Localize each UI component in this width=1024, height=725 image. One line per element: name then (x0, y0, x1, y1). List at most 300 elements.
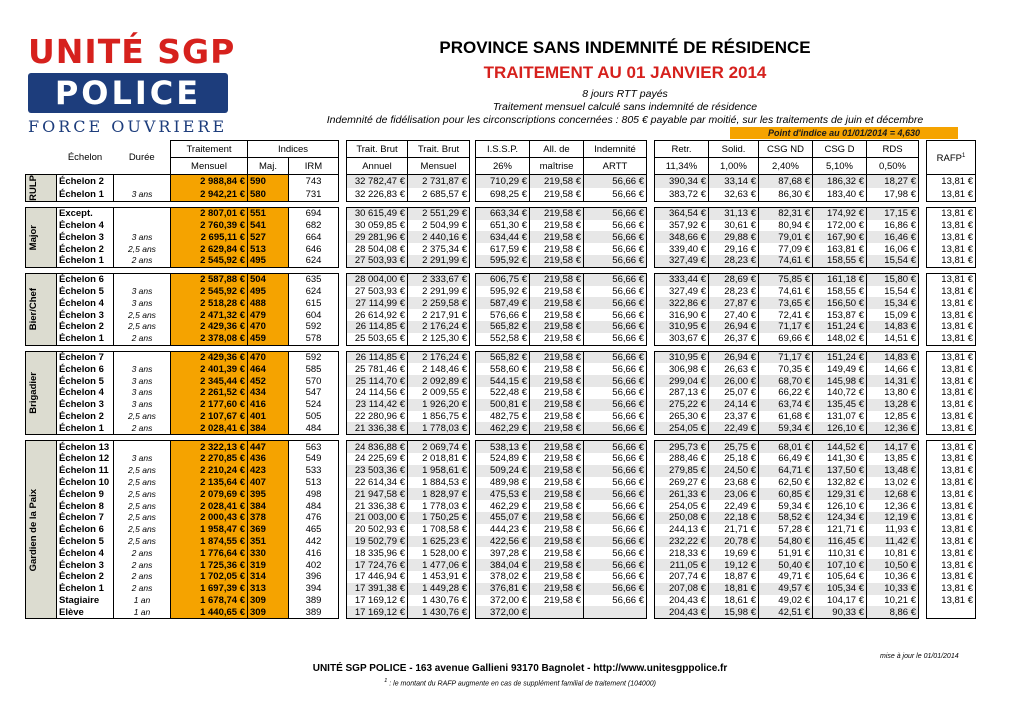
cell-rds: 10,36 € (867, 571, 919, 583)
col-solid: Solid. (709, 141, 759, 158)
cell-traitement: 2 942,21 € (171, 188, 248, 201)
cell-irm: 513 (289, 477, 339, 489)
cell-csg-nd: 74,61 € (759, 255, 813, 267)
cell-csg-nd: 77,09 € (759, 243, 813, 255)
cell-annuel: 22 280,96 € (347, 411, 408, 423)
cell-annuel: 23 503,36 € (347, 465, 408, 477)
cell-csg-d: 110,31 € (813, 547, 867, 559)
table-row (26, 477, 976, 489)
cell-csg-d: 151,24 € (813, 321, 867, 333)
cell-retr: 279,85 € (655, 465, 709, 477)
cell-rds: 12,36 € (867, 422, 919, 434)
cell-traitement: 2 135,64 € (171, 477, 248, 489)
cell-retr: 310,95 € (655, 351, 709, 363)
cell-csg-d: 148,02 € (813, 333, 867, 345)
cell-mensuel: 2 440,16 € (408, 231, 470, 243)
group-label-cell (26, 441, 57, 619)
cell-majore: 407 (248, 477, 289, 489)
cell-issp: 384,04 € (476, 559, 530, 571)
cell-traitement: 2 545,92 € (171, 286, 248, 298)
cell-traitement: 2 322,13 € (171, 441, 248, 453)
cell-mensuel: 1 430,76 € (408, 595, 470, 607)
cell-csg-nd: 69,66 € (759, 333, 813, 345)
cell-artt: 56,66 € (584, 524, 647, 536)
cell-solid: 23,06 € (709, 488, 759, 500)
cell-issp: 710,29 € (476, 175, 530, 188)
cell-retr: 288,46 € (655, 453, 709, 465)
cell-artt: 56,66 € (584, 411, 647, 423)
cell-issp: 544,15 € (476, 375, 530, 387)
cell-all-maitrise: 219,58 € (530, 321, 584, 333)
cell-duree: 1 an (114, 595, 171, 607)
cell-all-maitrise: 219,58 € (530, 583, 584, 595)
cell-csg-d: 105,64 € (813, 571, 867, 583)
cell-solid: 28,23 € (709, 255, 759, 267)
cell-artt: 56,66 € (584, 422, 647, 434)
cell-majore: 470 (248, 351, 289, 363)
cell-rds: 14,51 € (867, 333, 919, 345)
cell-rafp: 13,81 € (927, 465, 976, 477)
cell-mensuel: 2 176,24 € (408, 321, 470, 333)
cell-echelon: Échelon 3 (57, 231, 114, 243)
cell-rafp: 13,81 € (927, 297, 976, 309)
traitement-note: Traitement mensuel calculé sans indemnité de résidence (492, 101, 758, 113)
cell-traitement: 2 210,24 € (171, 465, 248, 477)
cell-all-maitrise: 219,58 € (530, 547, 584, 559)
cell-solid: 27,87 € (709, 297, 759, 309)
cell-rafp: 13,81 € (927, 363, 976, 375)
cell-csg-nd: 59,34 € (759, 422, 813, 434)
cell-retr: 364,54 € (655, 207, 709, 219)
logo-unite-sgp: UNITÉ SGP (28, 32, 236, 71)
cell-duree: 2,5 ans (114, 309, 171, 321)
cell-csg-d: 174,92 € (813, 207, 867, 219)
col-issp: I.S.S.P. (476, 141, 530, 158)
cell-annuel: 28 004,00 € (347, 273, 408, 285)
cell-rds: 10,81 € (867, 547, 919, 559)
cell-rds: 11,93 € (867, 524, 919, 536)
table-row (26, 399, 976, 411)
col-irm: IRM (289, 158, 339, 175)
cell-retr: 390,34 € (655, 175, 709, 188)
cell-majore: 309 (248, 606, 289, 618)
cell-echelon: Échelon 10 (57, 477, 114, 489)
cell-rds: 13,48 € (867, 465, 919, 477)
update-date: mise à jour le 01/01/2014 (880, 653, 959, 660)
cell-majore: 434 (248, 387, 289, 399)
cell-retr: 244,13 € (655, 524, 709, 536)
table-row (26, 321, 976, 333)
cell-annuel: 25 114,70 € (347, 375, 408, 387)
cell-all-maitrise: 219,58 € (530, 220, 584, 232)
cell-solid: 22,49 € (709, 422, 759, 434)
cell-issp: 698,25 € (476, 188, 530, 201)
cell-rafp: 13,81 € (927, 220, 976, 232)
cell-csg-nd: 70,35 € (759, 363, 813, 375)
cell-echelon: Échelon 1 (57, 188, 114, 201)
cell-csg-nd: 57,28 € (759, 524, 813, 536)
cell-echelon: Échelon 4 (57, 547, 114, 559)
cell-artt: 56,66 € (584, 273, 647, 285)
cell-duree: 2 ans (114, 255, 171, 267)
cell-echelon: Échelon 5 (57, 286, 114, 298)
cell-echelon: Échelon 4 (57, 220, 114, 232)
cell-annuel: 30 615,49 € (347, 207, 408, 219)
col-maitrise: maîtrise (530, 158, 584, 175)
group-label: Brigadier (28, 372, 39, 414)
cell-artt (584, 606, 647, 618)
cell-artt: 56,66 € (584, 387, 647, 399)
cell-retr: 254,05 € (655, 422, 709, 434)
cell-solid: 25,18 € (709, 453, 759, 465)
cell-rds: 15,34 € (867, 297, 919, 309)
cell-duree: 2,5 ans (114, 321, 171, 333)
cell-majore: 309 (248, 595, 289, 607)
cell-rafp: 13,81 € (927, 453, 976, 465)
cell-csg-d: 105,34 € (813, 583, 867, 595)
cell-irm: 505 (289, 411, 339, 423)
cell-solid: 26,94 € (709, 321, 759, 333)
fidelisation-note: Indemnité de fidélisation pour les circonscriptions concernées : 805 € payable par moitié, sur les traitements de juin et décembre (326, 114, 924, 126)
cell-all-maitrise: 219,58 € (530, 477, 584, 489)
cell-all-maitrise: 219,58 € (530, 524, 584, 536)
cell-all-maitrise: 219,58 € (530, 255, 584, 267)
cell-mensuel: 1 528,00 € (408, 547, 470, 559)
cell-csg-nd: 68,70 € (759, 375, 813, 387)
cell-irm: 389 (289, 606, 339, 618)
cell-rds: 13,28 € (867, 399, 919, 411)
cell-mensuel: 1 477,06 € (408, 559, 470, 571)
cell-duree: 2,5 ans (114, 411, 171, 423)
cell-traitement: 2 261,52 € (171, 387, 248, 399)
cell-echelon: Échelon 4 (57, 387, 114, 399)
cell-mensuel: 2 009,55 € (408, 387, 470, 399)
cell-echelon: Échelon 6 (57, 524, 114, 536)
cell-annuel: 25 781,46 € (347, 363, 408, 375)
cell-duree: 2,5 ans (114, 465, 171, 477)
cell-irm: 743 (289, 175, 339, 188)
cell-rafp: 13,81 € (927, 175, 976, 188)
cell-csg-d: 158,55 € (813, 255, 867, 267)
group-label-cell (26, 273, 57, 345)
cell-majore: 452 (248, 375, 289, 387)
cell-rds: 15,54 € (867, 255, 919, 267)
cell-irm: 416 (289, 547, 339, 559)
cell-duree: 3 ans (114, 188, 171, 201)
cell-csg-d: 116,45 € (813, 536, 867, 548)
table-row (26, 453, 976, 465)
cell-artt: 56,66 € (584, 512, 647, 524)
cell-irm: 533 (289, 465, 339, 477)
cell-annuel: 27 503,93 € (347, 286, 408, 298)
cell-irm: 646 (289, 243, 339, 255)
cell-echelon: Échelon 7 (57, 351, 114, 363)
cell-duree: 3 ans (114, 375, 171, 387)
cell-traitement: 1 958,47 € (171, 524, 248, 536)
cell-annuel: 27 503,93 € (347, 255, 408, 267)
cell-rds: 12,68 € (867, 488, 919, 500)
cell-issp: 595,92 € (476, 255, 530, 267)
cell-csg-nd: 51,91 € (759, 547, 813, 559)
cell-issp: 587,49 € (476, 297, 530, 309)
cell-retr: 306,98 € (655, 363, 709, 375)
cell-majore: 330 (248, 547, 289, 559)
cell-annuel: 27 114,99 € (347, 297, 408, 309)
cell-all-maitrise (530, 606, 584, 618)
cell-csg-d: 158,55 € (813, 286, 867, 298)
cell-artt: 56,66 € (584, 255, 647, 267)
cell-solid: 30,61 € (709, 220, 759, 232)
cell-solid: 24,14 € (709, 399, 759, 411)
cell-retr: 207,74 € (655, 571, 709, 583)
table-row (26, 595, 976, 607)
table-row (26, 524, 976, 536)
cell-majore: 488 (248, 297, 289, 309)
cell-traitement: 2 429,36 € (171, 351, 248, 363)
cell-duree: 2,5 ans (114, 243, 171, 255)
table-row (26, 231, 976, 243)
cell-rafp: 13,81 € (927, 500, 976, 512)
cell-majore: 416 (248, 399, 289, 411)
cell-issp: 576,66 € (476, 309, 530, 321)
table-row (26, 207, 976, 219)
table-row (26, 309, 976, 321)
cell-duree: 2,5 ans (114, 500, 171, 512)
cell-mensuel: 2 069,74 € (408, 441, 470, 453)
col-csg-nd-pct: 2,40% (759, 158, 813, 175)
cell-irm: 484 (289, 422, 339, 434)
cell-irm: 442 (289, 536, 339, 548)
table-row (26, 220, 976, 232)
cell-irm: 731 (289, 188, 339, 201)
cell-rafp: 13,81 € (927, 477, 976, 489)
cell-csg-nd: 79,01 € (759, 231, 813, 243)
cell-issp: 565,82 € (476, 351, 530, 363)
cell-traitement: 2 177,60 € (171, 399, 248, 411)
cell-csg-nd: 74,61 € (759, 286, 813, 298)
cell-mensuel: 1 778,03 € (408, 500, 470, 512)
cell-all-maitrise: 219,58 € (530, 243, 584, 255)
cell-issp: 376,81 € (476, 583, 530, 595)
col-trait-brut-annuel: Trait. Brut (347, 141, 408, 158)
table-row (26, 243, 976, 255)
cell-csg-d: 186,32 € (813, 175, 867, 188)
cell-retr: 322,86 € (655, 297, 709, 309)
cell-rds: 12,36 € (867, 500, 919, 512)
cell-solid: 26,63 € (709, 363, 759, 375)
cell-duree: 3 ans (114, 297, 171, 309)
cell-solid: 31,13 € (709, 207, 759, 219)
cell-rds: 8,86 € (867, 606, 919, 618)
cell-echelon: Échelon 3 (57, 399, 114, 411)
col-duree: Durée (128, 151, 155, 163)
cell-traitement: 1 874,55 € (171, 536, 248, 548)
cell-annuel: 26 114,85 € (347, 351, 408, 363)
cell-irm: 635 (289, 273, 339, 285)
cell-retr: 327,49 € (655, 255, 709, 267)
cell-solid: 21,71 € (709, 524, 759, 536)
cell-artt: 56,66 € (584, 207, 647, 219)
cell-csg-nd: 68,01 € (759, 441, 813, 453)
cell-issp: 500,81 € (476, 399, 530, 411)
footer-note: $^1$ : le montant du RAFP augmente en cas de supplément familial de traitement (104000) (384, 678, 656, 688)
cell-all-maitrise: 219,58 € (530, 273, 584, 285)
cell-annuel: 18 335,96 € (347, 547, 408, 559)
cell-artt: 56,66 € (584, 321, 647, 333)
cell-echelon: Échelon 1 (57, 333, 114, 345)
cell-rafp: 13,81 € (927, 595, 976, 607)
cell-csg-nd: 42,51 € (759, 606, 813, 618)
table-row (26, 465, 976, 477)
cell-traitement: 2 378,08 € (171, 333, 248, 345)
cell-irm: 694 (289, 207, 339, 219)
cell-irm: 570 (289, 375, 339, 387)
table-row (26, 571, 976, 583)
cell-solid: 32,63 € (709, 188, 759, 201)
cell-issp: 595,92 € (476, 286, 530, 298)
cell-irm: 585 (289, 363, 339, 375)
cell-issp: 524,89 € (476, 453, 530, 465)
cell-csg-nd: 54,80 € (759, 536, 813, 548)
cell-irm: 563 (289, 441, 339, 453)
table-row (26, 273, 976, 285)
cell-retr: 218,33 € (655, 547, 709, 559)
cell-rafp: 13,81 € (927, 399, 976, 411)
cell-mensuel: 2 685,57 € (408, 188, 470, 201)
cell-retr: 261,33 € (655, 488, 709, 500)
cell-csg-nd: 82,31 € (759, 207, 813, 219)
cell-all-maitrise: 219,58 € (530, 297, 584, 309)
cell-mensuel: 1 430,76 € (408, 606, 470, 618)
cell-duree: 3 ans (114, 453, 171, 465)
cell-csg-nd: 50,40 € (759, 559, 813, 571)
cell-all-maitrise: 219,58 € (530, 422, 584, 434)
page-subtitle: TRAITEMENT AU 01 JANVIER 2014 (483, 63, 767, 82)
cell-rafp: 13,81 € (927, 231, 976, 243)
unite-sgp-police-logo (28, 32, 250, 136)
cell-echelon: Échelon 9 (57, 488, 114, 500)
cell-traitement: 2 429,36 € (171, 321, 248, 333)
cell-csg-d: 137,50 € (813, 465, 867, 477)
cell-all-maitrise: 219,58 € (530, 207, 584, 219)
cell-duree: 2 ans (114, 583, 171, 595)
cell-rds: 10,50 € (867, 559, 919, 571)
cell-majore: 513 (248, 243, 289, 255)
cell-duree (114, 441, 171, 453)
cell-csg-d: 126,10 € (813, 500, 867, 512)
cell-duree: 2,5 ans (114, 536, 171, 548)
col-mensuel2: Mensuel (408, 158, 470, 175)
cell-retr: 357,92 € (655, 220, 709, 232)
cell-solid: 15,98 € (709, 606, 759, 618)
cell-echelon: Échelon 8 (57, 500, 114, 512)
cell-issp: 558,60 € (476, 363, 530, 375)
cell-irm: 498 (289, 488, 339, 500)
cell-mensuel: 2 092,89 € (408, 375, 470, 387)
cell-mensuel: 1 453,91 € (408, 571, 470, 583)
cell-irm: 549 (289, 453, 339, 465)
cell-artt: 56,66 € (584, 571, 647, 583)
cell-csg-d: 167,90 € (813, 231, 867, 243)
cell-artt: 56,66 € (584, 477, 647, 489)
cell-issp: 538,13 € (476, 441, 530, 453)
cell-annuel: 21 947,58 € (347, 488, 408, 500)
cell-artt: 56,66 € (584, 243, 647, 255)
cell-rafp: 13,81 € (927, 333, 976, 345)
cell-artt: 56,66 € (584, 559, 647, 571)
col-indemnite: Indemnité (584, 141, 647, 158)
cell-retr: 269,27 € (655, 477, 709, 489)
cell-csg-d: 151,24 € (813, 351, 867, 363)
cell-csg-nd: 59,34 € (759, 500, 813, 512)
cell-rafp: 13,81 € (927, 273, 976, 285)
table-row (26, 375, 976, 387)
cell-rafp: 13,81 € (927, 571, 976, 583)
cell-rds: 10,21 € (867, 595, 919, 607)
cell-duree: 2 ans (114, 333, 171, 345)
cell-irm: 465 (289, 524, 339, 536)
cell-traitement: 1 440,65 € (171, 606, 248, 618)
cell-echelon: Échelon 1 (57, 422, 114, 434)
cell-traitement: 2 760,39 € (171, 220, 248, 232)
cell-retr: 295,73 € (655, 441, 709, 453)
cell-rds: 14,66 € (867, 363, 919, 375)
cell-rafp: 13,81 € (927, 512, 976, 524)
cell-retr: 327,49 € (655, 286, 709, 298)
cell-majore: 551 (248, 207, 289, 219)
cell-rafp: 13,81 € (927, 207, 976, 219)
cell-irm: 547 (289, 387, 339, 399)
cell-majore: 319 (248, 559, 289, 571)
cell-issp: 634,44 € (476, 231, 530, 243)
col-indices: Indices (248, 141, 339, 158)
col-artt: ARTT (584, 158, 647, 175)
group-label-cell (26, 207, 57, 267)
cell-mensuel: 1 958,61 € (408, 465, 470, 477)
col-solid-pct: 1,00% (709, 158, 759, 175)
cell-artt: 56,66 € (584, 536, 647, 548)
cell-csg-d: 149,49 € (813, 363, 867, 375)
cell-duree: 3 ans (114, 399, 171, 411)
cell-issp: 482,75 € (476, 411, 530, 423)
cell-majore: 495 (248, 255, 289, 267)
cell-majore: 369 (248, 524, 289, 536)
table-row (26, 500, 976, 512)
cell-csg-nd: 86,30 € (759, 188, 813, 201)
table-row (26, 422, 976, 434)
footer-address: UNITÉ SGP POLICE - 163 avenue Gallieni 93170 Bagnolet - http://www.unitesgppolice.fr (312, 663, 728, 674)
table-row (26, 175, 976, 188)
cell-irm: 389 (289, 595, 339, 607)
cell-issp: 372,00 € (476, 606, 530, 618)
cell-retr: 333,44 € (655, 273, 709, 285)
salary-table-body (26, 175, 976, 619)
cell-rafp (927, 606, 976, 618)
cell-echelon: Échelon 4 (57, 297, 114, 309)
cell-traitement: 2 518,28 € (171, 297, 248, 309)
cell-echelon: Échelon 12 (57, 453, 114, 465)
cell-artt: 56,66 € (584, 220, 647, 232)
cell-artt: 56,66 € (584, 399, 647, 411)
cell-csg-d: 145,98 € (813, 375, 867, 387)
cell-mensuel: 1 625,23 € (408, 536, 470, 548)
cell-all-maitrise: 219,58 € (530, 453, 584, 465)
cell-echelon: Échelon 2 (57, 321, 114, 333)
cell-majore: 423 (248, 465, 289, 477)
cell-csg-d: 107,10 € (813, 559, 867, 571)
cell-majore: 470 (248, 321, 289, 333)
cell-csg-nd: 80,94 € (759, 220, 813, 232)
